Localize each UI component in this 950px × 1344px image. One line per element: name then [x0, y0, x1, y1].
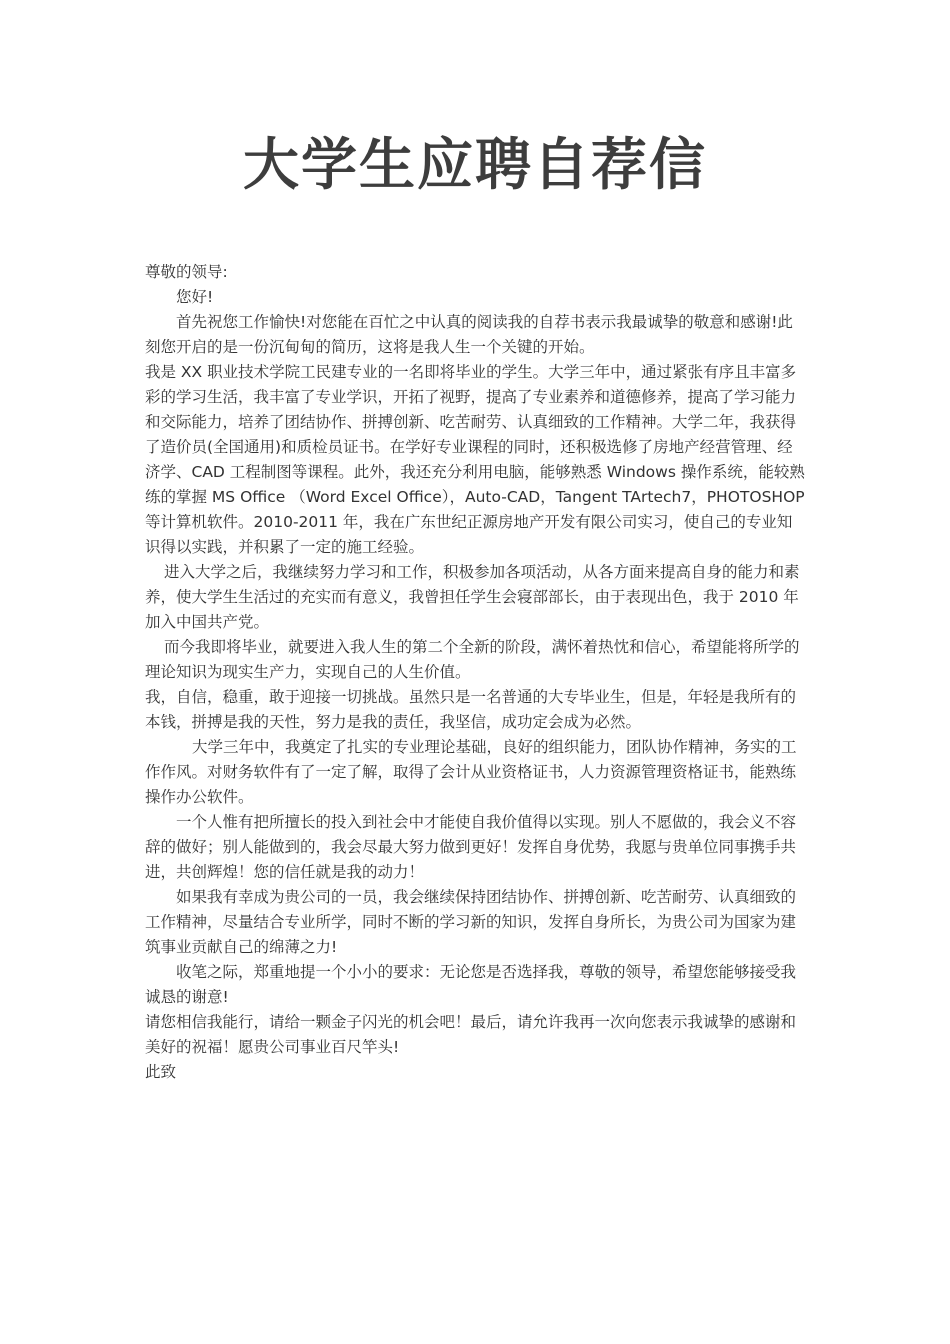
paragraph: 首先祝您工作愉快!对您能在百忙之中认真的阅读我的自荐书表示我最诚挚的敬意和感谢!此刻您开启的是一份沉甸甸的简历，这将是我人生一个关键的开始。 [145, 313, 793, 356]
paragraph: 大学三年中，我奠定了扎实的专业理论基础，良好的组织能力，团队协作精神，务实的工作作风。对财务软件有了一定了解，取得了会计从业资格证书，人力资源管理资格证书，能熟练操作办公软件。 [145, 738, 797, 806]
paragraph: 一个人惟有把所擅长的投入到社会中才能使自我价值得以实现。别人不愿做的，我会义不容辞的做好；别人能做到的，我会尽最大努力做到更好！发挥自身优势，我愿与贵单位同事携手共进，共创辉煌！您的信任就是我的动力！ [145, 813, 797, 881]
paragraph: 我是 XX 职业技术学院工民建专业的一名即将毕业的学生。大学三年中，通过紧张有序且丰富多彩的学习生活，我丰富了专业学识，开拓了视野，提高了专业素养和道德修养，提高了学习能力和交际能力，培养了团结协作、拼搏创新、吃苦耐劳、认真细致的工作精神。大学二年，我获得了造价员(全国通用)和质检员证书。在学好专业课程的同时，还积极选修了房地产经营管理、经济学、CAD 工程制图等课程。此外，我还充分利用电脑，能够熟悉 Windows 操作系统，能较熟练的掌握 MS Office （Word Excel Office），Auto-CAD，Tangent TArtech7，PHOTOSHOP 等计算机软件。2010-2011 年，我在广东世纪正源房地产开发有限公司实习，使自己的专业知识得以实践，并积累了一定的施工经验。 [145, 363, 805, 556]
document-title: 大学生应聘自荐信 [243, 133, 707, 198]
closing: 此致 [145, 1063, 177, 1081]
letter-body [145, 260, 805, 1085]
paragraph: 我，自信，稳重，敢于迎接一切挑战。虽然只是一名普通的大专毕业生，但是，年轻是我所有的本钱，拼搏是我的天性，努力是我的责任，我坚信，成功定会成为必然。 [145, 688, 797, 731]
paragraph: 如果我有幸成为贵公司的一员，我会继续保持团结协作、拼搏创新、吃苦耐劳、认真细致的工作精神，尽量结合专业所学，同时不断的学习新的知识，发挥自身所长，为贵公司为国家为建筑事业贡献自己的绵薄之力! [145, 888, 797, 956]
paragraph: 而今我即将毕业，就要进入我人生的第二个全新的阶段，满怀着热忱和信心，希望能将所学的理论知识为现实生产力，实现自己的人生价值。 [145, 638, 800, 681]
salutation: 尊敬的领导: [145, 263, 228, 281]
paragraph: 请您相信我能行，请给一颗金子闪光的机会吧！最后，请允许我再一次向您表示我诚挚的感谢和美好的祝福！愿贵公司事业百尺竿头! [145, 1013, 797, 1056]
paragraph: 收笔之际，郑重地提一个小小的要求：无论您是否选择我，尊敬的领导，希望您能够接受我诚恳的谢意! [145, 963, 797, 1006]
paragraph: 进入大学之后，我继续努力学习和工作，积极参加各项活动，从各方面来提高自身的能力和素养，使大学生生活过的充实而有意义，我曾担任学生会寝部部长，由于表现出色，我于 2010 年加入中国共产党。 [145, 563, 800, 631]
greeting: 您好! [176, 288, 214, 306]
